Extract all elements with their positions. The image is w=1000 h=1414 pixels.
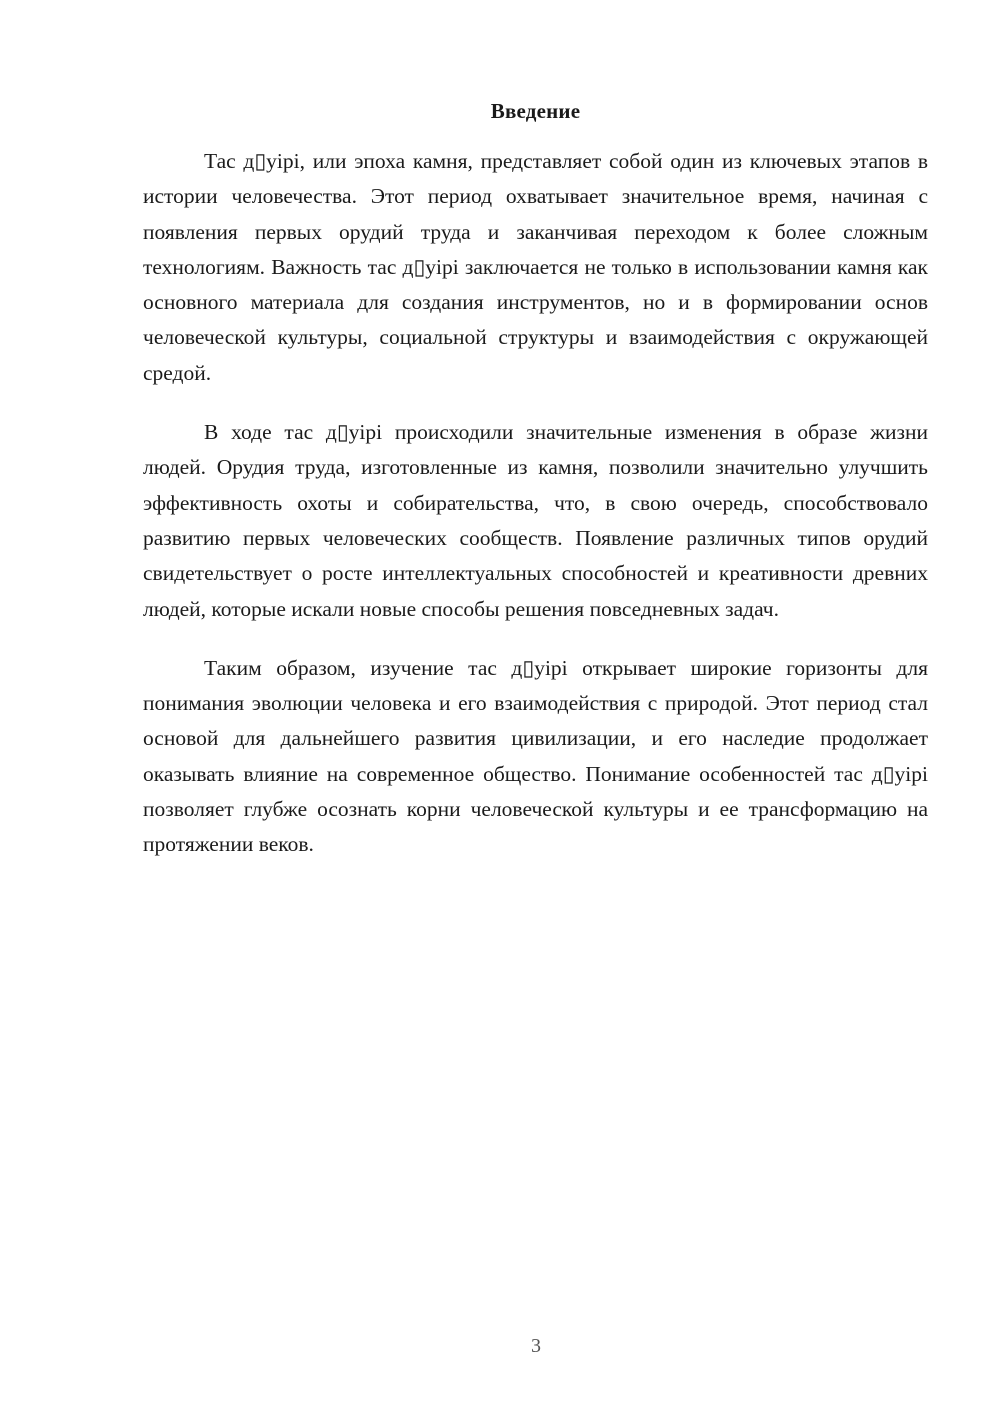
paragraph-2: В ходе тас д▯уірі происходили значительные изменения в образе жизни людей. Орудия труда, изготовленные из камня, позволили значительно улучшить эффективность охоты и собирательства, что, в свою очередь, способствовало развитию первых человеческих сообществ. Появление различных типов орудий свидетельствует о росте интеллектуальных способностей и креативности древних людей, которые искали новые способы решения повседневных задач.	[143, 420, 928, 621]
section-title: Введение	[490, 99, 581, 123]
paragraph-1: Тас д▯уірі, или эпоха камня, представляет собой один из ключевых этапов в истории человечества. Этот период охватывает значительное время, начиная с появления первых орудий труда и заканчивая переходом к более сложным технологиям. Важность тас д▯уірі заключается не только в использовании камня как основного материала для создания инструментов, но и в формировании основ человеческой культуры, социальной структуры и взаимодействия с окружающей средой.	[143, 149, 928, 385]
page-content	[143, 96, 928, 887]
page-number: 3	[531, 1335, 541, 1357]
paragraph-3: Таким образом, изучение тас д▯уірі открывает широкие горизонты для понимания эволюции человека и его взаимодействия с природой. Этот период стал основой для дальнейшего развития цивилизации, и его наследие продолжает оказывать влияние на современное общество. Понимание особенностей тас д▯уірі позволяет глубже осознать корни человеческой культуры и ее трансформацию на протяжении веков.	[143, 655, 928, 857]
